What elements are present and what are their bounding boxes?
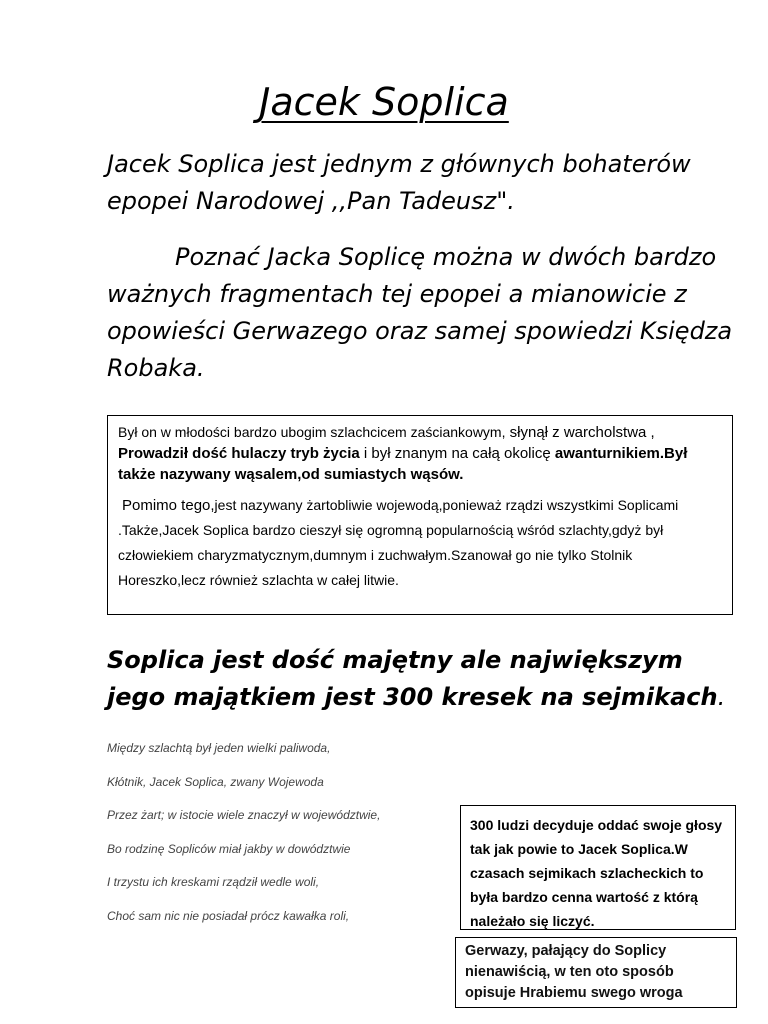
poem-line: Choć sam nic nie posiadał prócz kawałka roli, bbox=[107, 908, 350, 923]
poem-line: Bo rodzinę Sopliców miał jakby w dowództwie bbox=[107, 841, 351, 856]
description-paragraph-2 bbox=[118, 493, 722, 593]
poem-line: Kłótnik, Jacek Soplica, zwany Wojewoda bbox=[107, 774, 324, 789]
description-bold-text: awanturnikiem.Był także nazywany wąsalem,od sumiastych wąsów. bbox=[118, 445, 688, 483]
votes-note-box: 300 ludzi decyduje oddać swoje głosy tak jak powie to Jacek Soplica.W czasach sejmikach szlacheckich to była bardzo cenna wartość z którą należało się liczyć. bbox=[460, 805, 736, 930]
intro-paragraph-2: Poznać Jacka Soplicę można w dwóch bardzo ważnych fragmentach tej epopei a mianowicie z opowieści Gerwazego oraz samej spowiedzi Księdza Robaka. bbox=[107, 243, 733, 382]
section-heading-dot: . bbox=[717, 683, 726, 711]
intro-paragraph-1: Jacek Soplica jest jednym z głównych bohaterów epopei Narodowej ,,Pan Tadeusz". bbox=[107, 150, 691, 215]
poem-line: Przez żart; w istocie wiele znaczył w województwie, bbox=[107, 808, 381, 823]
description-text: Pomimo tego, bbox=[122, 497, 215, 514]
description-text: i był znanym na całą okolicę bbox=[359, 445, 555, 462]
section-heading-text: Soplica jest dość majętny ale największym jego majątkiem jest 300 kresek na sejmikach bbox=[107, 646, 718, 711]
gerwazy-note-box: Gerwazy, pałający do Soplicy nienawiścią, w ten oto sposób opisuje Hrabiemu swego wroga bbox=[455, 937, 737, 1008]
description-text: jest nazywany żartobliwie wojewodą,ponieważ rządzi wszystkimi Soplicami .Także,Jacek Soplica bardzo cieszył się ogromną popularnością wśród szlachty,gdyż był człowiekiem charyzmatycznym,dumnym i zuchwałym.Szanował go nie tylko Stolnik Horeszko,lecz również szlachta w całej litwie. bbox=[118, 497, 679, 588]
section-heading bbox=[107, 642, 747, 716]
description-text: Był on w młodości bardzo ubogim szlachcicem zaściankowym, bbox=[118, 424, 506, 440]
page-title: Jacek Soplica bbox=[259, 80, 509, 124]
poem-line: Między szlachtą był jeden wielki paliwoda, bbox=[107, 741, 331, 755]
description-box bbox=[107, 415, 733, 615]
description-paragraph-1 bbox=[118, 422, 722, 485]
poem-line: I trzystu ich kreskami rządził wedle woli, bbox=[107, 875, 320, 890]
poem-quote bbox=[107, 738, 437, 940]
description-bold-text: Prowadził dość hulaczy tryb życia bbox=[118, 445, 360, 462]
description-text: słynął z warcholstwa , bbox=[505, 424, 655, 441]
